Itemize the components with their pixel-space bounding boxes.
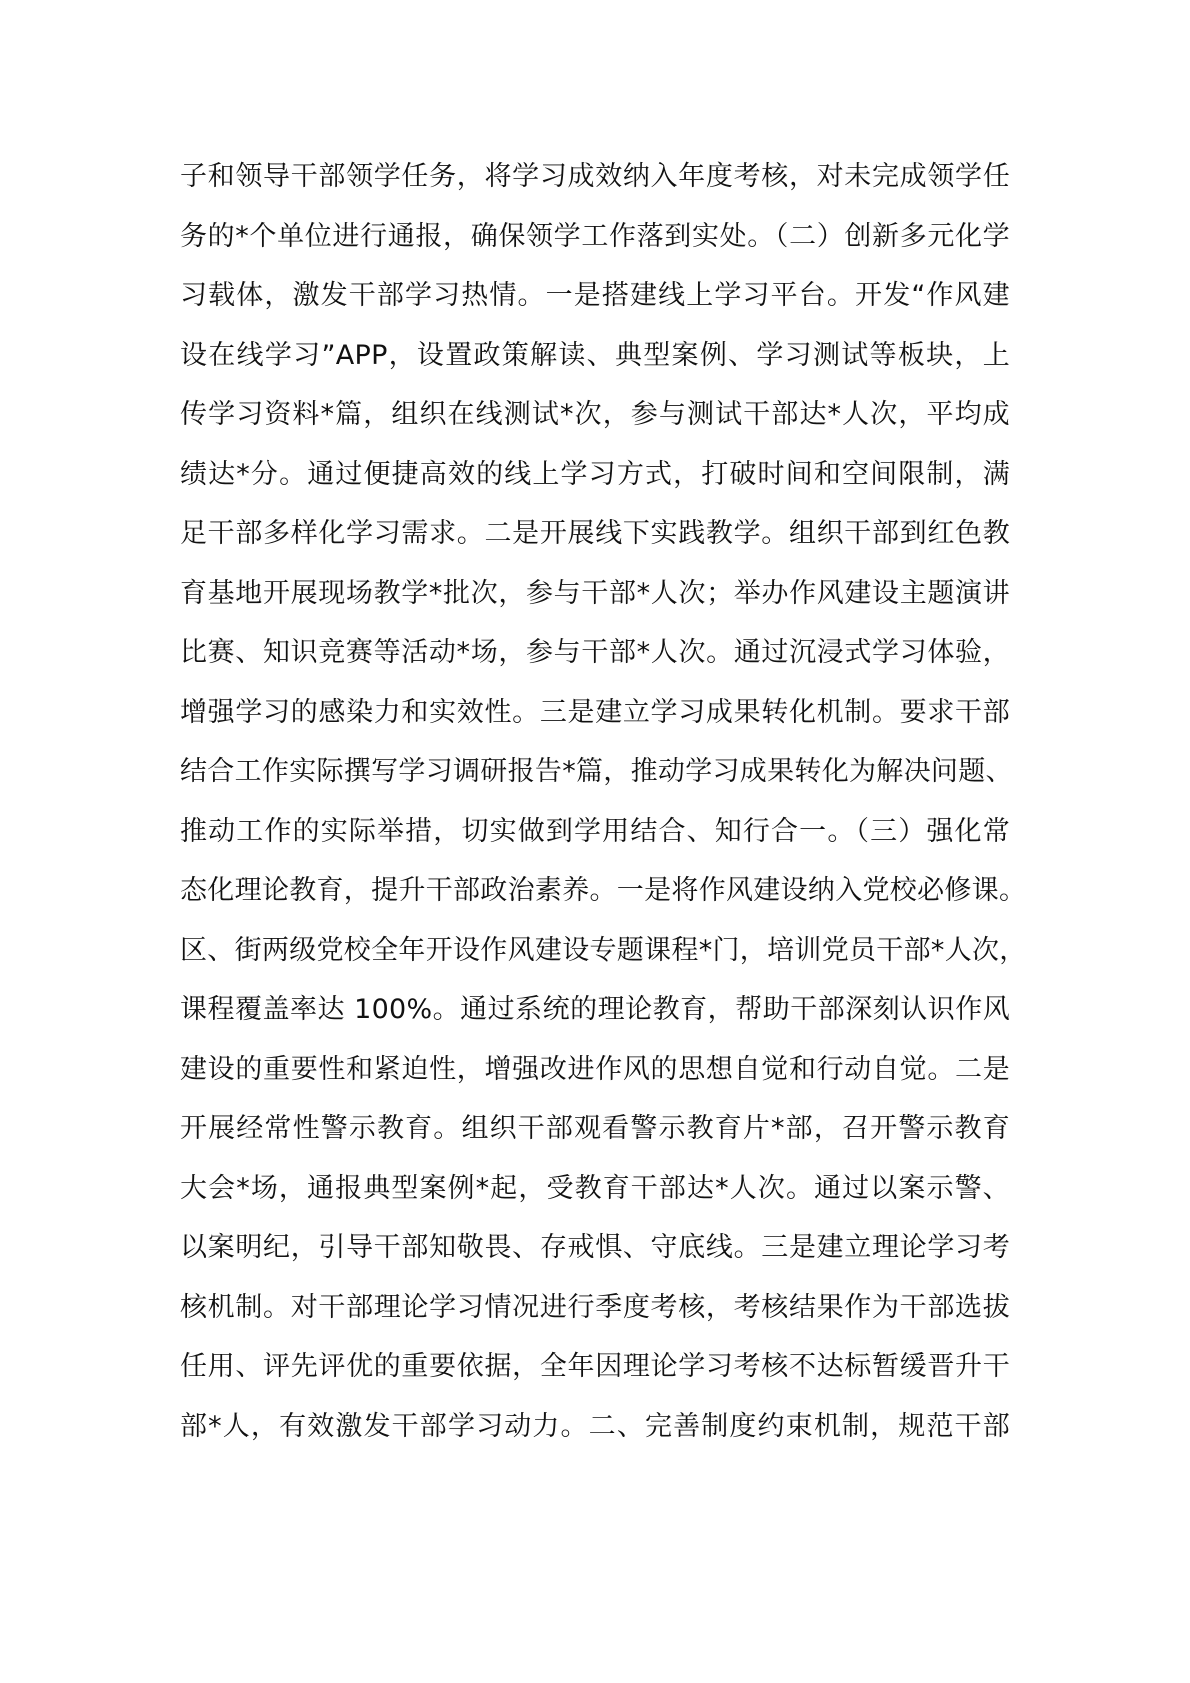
text-line: 以案明纪，引导干部知敬畏、存戒惧、守底线。三是建立理论学习考 [180,1232,1010,1263]
text-line: 绩达*分。通过便捷高效的线上学习方式，打破时间和空间限制，满 [180,458,1010,490]
text-line: 课程覆盖率达 100%。通过系统的理论教育，帮助干部深刻认识作风 [180,994,1010,1025]
text-line: 足干部多样化学习需求。二是开展线下实践教学。组织干部到红色教 [180,518,1010,549]
text-line: 设在线学习”APP，设置政策解读、典型案例、学习测试等板块，上 [180,339,1010,371]
text-line: 务的*个单位进行通报，确保领学工作落到实处。（二）创新多元化学 [180,220,1010,252]
text-line: 育基地开展现场教学*批次，参与干部*人次；举办作风建设主题演讲 [180,577,1010,609]
text-line: 部*人，有效激发干部学习动力。二、完善制度约束机制，规范干部 [180,1410,1010,1442]
text-line: 推动工作的实际举措，切实做到学用结合、知行合一。（三）强化常 [180,815,1010,847]
text-line: 核机制。对干部理论学习情况进行季度考核，考核结果作为干部选拔 [180,1291,1010,1323]
text-line: 大会*场，通报典型案例*起，受教育干部达*人次。通过以案示警、 [180,1172,1010,1204]
text-line: 区、街两级党校全年开设作风建设专题课程*门，培训党员干部*人次， [180,934,1027,966]
body-text [180,147,1027,1456]
text-line: 开展经常性警示教育。组织干部观看警示教育片*部，召开警示教育 [180,1113,1010,1144]
text-line: 比赛、知识竞赛等活动*场，参与干部*人次。通过沉浸式学习体验， [180,637,1010,668]
text-line: 态化理论教育，提升干部政治素养。一是将作风建设纳入党校必修课。 [180,875,1027,906]
text-line: 任用、评先评优的重要依据，全年因理论学习考核不达标暂缓晋升干 [180,1351,1010,1382]
text-line: 结合工作实际撰写学习调研报告*篇，推动学习成果转化为解决问题、 [180,756,1013,787]
text-line: 建设的重要性和紧迫性，增强改进作风的思想自觉和行动自觉。二是 [180,1053,1010,1085]
text-line: 增强学习的感染力和实效性。三是建立学习成果转化机制。要求干部 [180,696,1010,728]
text-line: 子和领导干部领学任务，将学习成效纳入年度考核，对未完成领学任 [180,161,1010,192]
text-line: 习载体，激发干部学习热情。一是搭建线上学习平台。开发“作风建 [180,280,1010,311]
text-line: 传学习资料*篇，组织在线测试*次，参与测试干部达*人次，平均成 [180,399,1010,430]
